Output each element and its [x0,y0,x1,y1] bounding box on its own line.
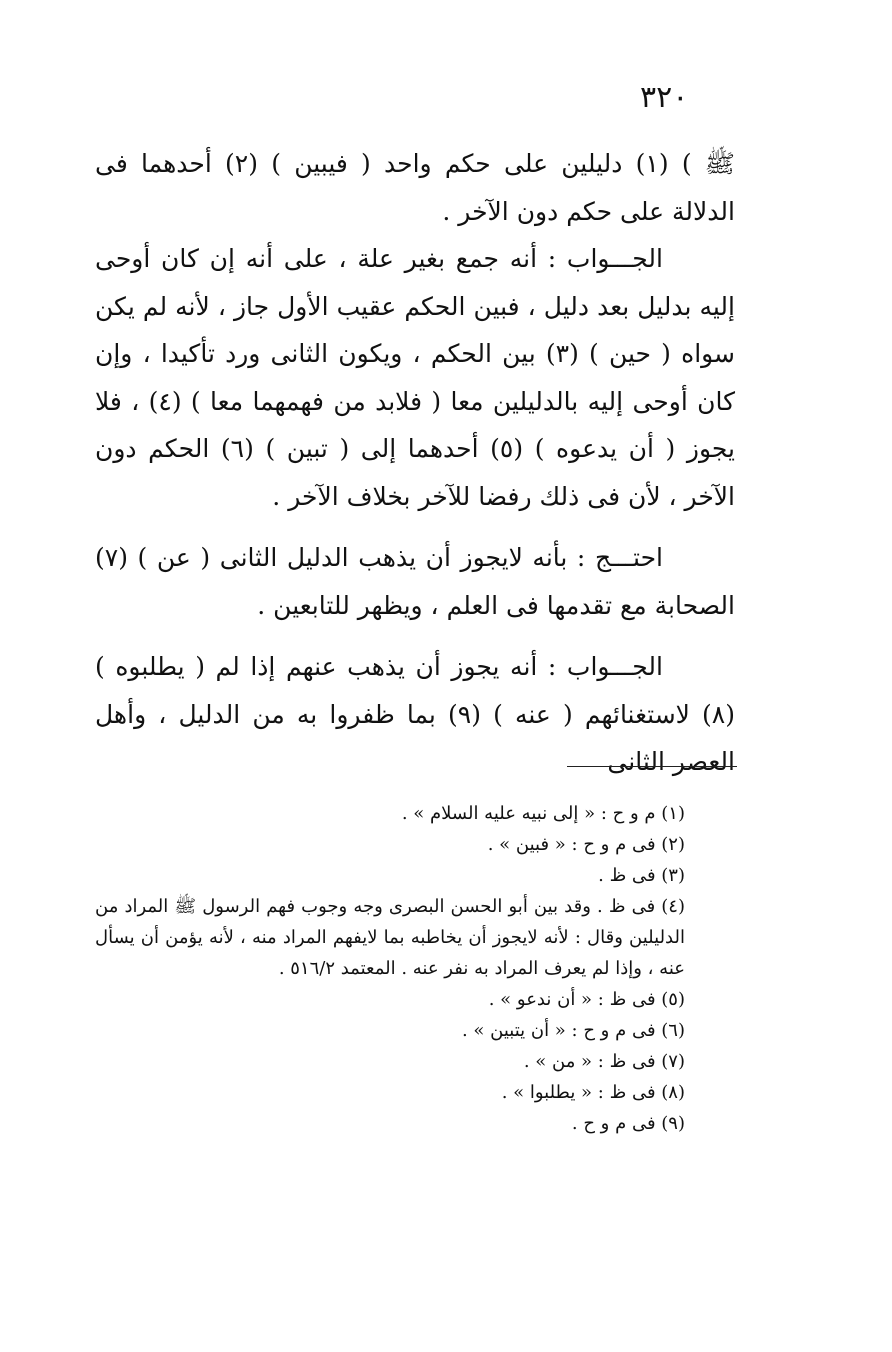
footnote-separator [567,766,737,767]
footnote-1: (١) م و ح : « إلى نبيه عليه السلام » . [401,803,685,824]
paragraph-continuation: ﷺ ) (١) دليلين على حكم واحد ( فيبين ) (٢) أحدهما فى الدلالة على حكم دون الآخر . [95,149,735,226]
page-number: ٣٢٠ [640,80,689,115]
footnote-2: (٢) فى م و ح : « فبين » . [487,834,685,855]
footnote-4: (٤) فى ظ . وقد بين أبو الحسن البصرى وجه وجوب فهم الرسول ﷺ المراد من الدليلين وقال : لأنه لايجوز أن يخاطبه بما لايفهم المراد منه ، لأنه يؤمن أن يسأل عنه ، وإذا لم يعرف المراد به نفر عنه . المعتمد ٥١٦/٢ . [95,896,685,979]
footnote-3: (٣) فى ظ . [598,865,685,886]
footnote-6: (٦) فى م و ح : « أن يتبين » . [461,1020,685,1041]
footnote-7: (٧) فى ظ : « من » . [523,1051,685,1072]
footnotes [95,798,735,1139]
paragraph-answer-1: الجـــواب : أنه جمع بغير علة ، على أنه إن كان أوحى إليه بدليل بعد دليل ، فبين الحكم عقيب الأول جاز ، لأنه لم يكن سواه ( حين ) (٣) بين الحكم ، ويكون الثانى ورد تأكيدا ، وإن كان أوحى إليه بالدليلين معا ( فلابد من فهمهما معا ) (٤) ، فلا يجوز ( أن يدعوه ) (٥) أحدهما إلى ( تبين ) (٦) الحكم دون الآخر ، لأن فى ذلك رفضا للآخر بخلاف الآخر . [95,244,736,511]
footnote-5: (٥) فى ظ : « أن ندعو » . [488,989,685,1010]
main-text [95,140,735,786]
paragraph-objection: احتـــج : بأنه لايجوز أن يذهب الدليل الثانى ( عن ) (٧) الصحابة مع تقدمها فى العلم ، ويظهر للتابعين . [95,543,735,620]
footnote-8: (٨) فى ظ : « يطلبوا » . [501,1082,685,1103]
paragraph-answer-2: الجـــواب : أنه يجوز أن يذهب عنهم إذا لم ( يطلبوه ) (٨) لاستغنائهم ( عنه ) (٩) بما ظفروا به من الدليل ، وأهل العصر الثانى [95,652,735,776]
footnote-9: (٩) فى م و ح . [571,1113,685,1134]
